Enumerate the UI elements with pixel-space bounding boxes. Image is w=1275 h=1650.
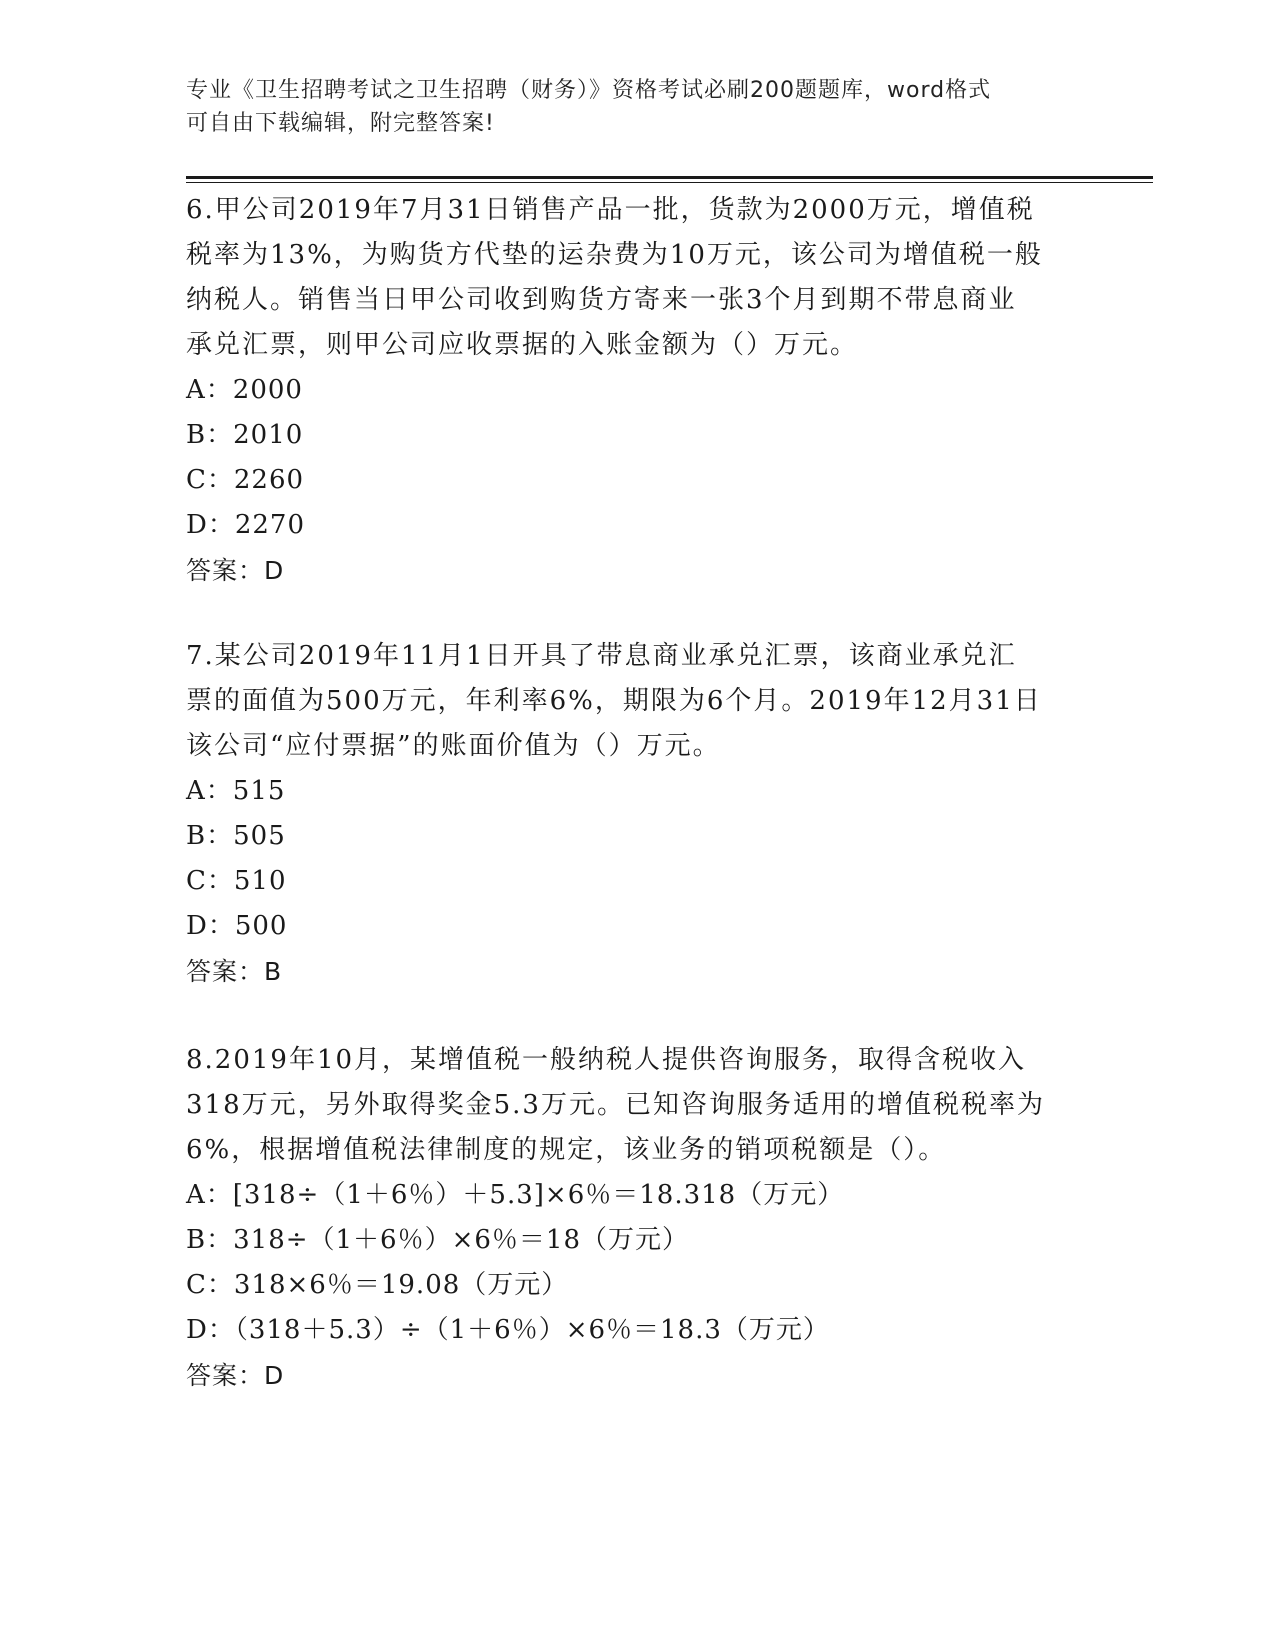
question-stem-line: 6.甲公司2019年7月31日销售产品一批，货款为2000万元，增值税 (186, 195, 1035, 225)
option-c: C：510 (186, 866, 287, 896)
option-b: B：2010 (186, 420, 304, 450)
question-7 (186, 634, 1086, 994)
header-line-2: 可自由下载编辑，附完整答案! (186, 111, 495, 136)
option-b: B：318÷（1＋6％）×6％＝18（万元） (186, 1225, 690, 1255)
answer-line: 答案：D (186, 1361, 285, 1390)
option-a: A：2000 (186, 375, 303, 405)
header-line-1: 专业《卫生招聘考试之卫生招聘（财务）》资格考试必刷200题题库，word格式 (186, 78, 992, 103)
question-stem-line: 承兑汇票，则甲公司应收票据的入账金额为（）万元。 (186, 330, 859, 360)
option-d: D：2270 (186, 510, 306, 540)
option-c: C：318×6％＝19.08（万元） (186, 1270, 569, 1300)
question-stem-line: 票的面值为500万元，年利率6%，期限为6个月。2019年12月31日 (186, 686, 1042, 716)
option-a: A：515 (186, 776, 286, 806)
question-stem-line: 7.某公司2019年11月1日开具了带息商业承兑汇票，该商业承兑汇 (186, 641, 1017, 671)
question-stem-line: 税率为13%，为购货方代垫的运杂费为10万元，该公司为增值税一般 (186, 240, 1043, 270)
question-stem-line: 该公司“应付票据”的账面价值为（）万元。 (186, 731, 721, 761)
option-a: A：[318÷（1＋6％）＋5.3]×6％＝18.318（万元） (186, 1180, 845, 1210)
document-header (186, 74, 1086, 140)
question-stem-line: 纳税人。销售当日甲公司收到购货方寄来一张3个月到期不带息商业 (186, 285, 1017, 315)
option-d: D：500 (186, 911, 288, 941)
question-6 (186, 188, 1086, 593)
answer-line: 答案：B (186, 957, 283, 986)
question-8 (186, 1038, 1086, 1398)
option-d: D：（318＋5.3）÷（1＋6％）×6％＝18.3（万元） (186, 1315, 830, 1345)
question-stem-line: 318万元，另外取得奖金5.3万元。已知咨询服务适用的增值税税率为 (186, 1090, 1045, 1120)
answer-line: 答案：D (186, 556, 285, 585)
option-b: B：505 (186, 821, 286, 851)
header-divider-thin (186, 182, 1153, 183)
option-c: C：2260 (186, 465, 305, 495)
question-stem-line: 6%，根据增值税法律制度的规定，该业务的销项税额是（）。 (186, 1135, 947, 1165)
header-divider-thick (186, 176, 1153, 179)
question-stem-line: 8.2019年10月，某增值税一般纳税人提供咨询服务，取得含税收入 (186, 1045, 1027, 1075)
